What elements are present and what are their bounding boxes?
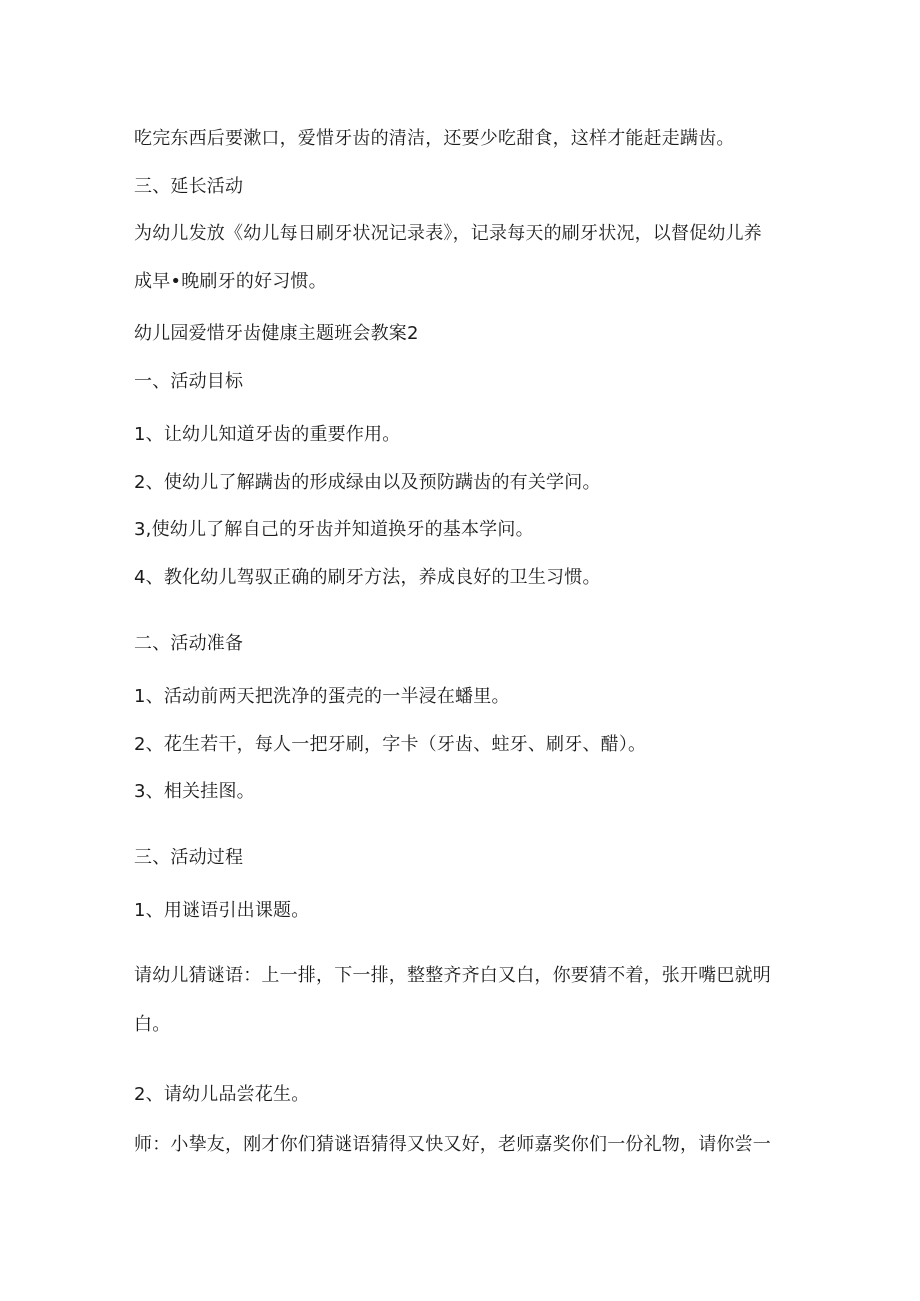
list-item: 1、活动前两天把洗净的蛋壳的一半浸在蟠里。 <box>134 686 510 707</box>
paragraph-line: 成早•晚刷牙的好习惯。 <box>134 271 327 292</box>
paragraph-line: 师：小挚友，刚才你们猜谜语猜得又快又好，老师嘉奖你们一份礼物，请你尝一 <box>134 1134 771 1155</box>
list-item: 1、让幼儿知道牙齿的重要作用。 <box>134 424 401 445</box>
paragraph-line: 吃完东西后要漱口，爱惜牙齿的清洁，还要少吃甜食，这样才能赶走蹒齿。 <box>134 128 735 149</box>
list-item: 2、请幼儿品尝花生。 <box>134 1084 310 1105</box>
document-title: 幼儿园爱惜牙齿健康主题班会教案2 <box>134 323 419 344</box>
section-heading: 三、延长活动 <box>134 176 244 197</box>
section-heading: 二、活动准备 <box>134 633 244 654</box>
list-item: 2、使幼儿了解蹒齿的形成绿由以及预防蹒齿的有关学问。 <box>134 472 601 493</box>
list-item: 3,使幼儿了解自己的牙齿并知道换牙的基本学问。 <box>134 519 534 540</box>
list-item: 3、相关挂图。 <box>134 781 255 802</box>
section-heading: 三、活动过程 <box>134 847 244 868</box>
paragraph-line: 请幼儿猜谜语：上一排，下一排，整整齐齐白又白，你要猜不着，张开嘴巴就明 <box>134 965 771 986</box>
list-item: 1、用谜语引出课题。 <box>134 900 310 921</box>
paragraph-line: 白。 <box>134 1014 171 1035</box>
section-heading: 一、活动目标 <box>134 371 244 392</box>
paragraph-line: 为幼儿发放《幼儿每日刷牙状况记录表》，记录每天的刷牙状况，以督促幼儿养 <box>134 223 762 244</box>
list-item: 2、花生若干，每人一把牙刷，字卡（牙齿、蛀牙、刷牙、醋）。 <box>134 734 647 755</box>
list-item: 4、教化幼儿驾驭正确的刷牙方法，养成良好的卫生习惯。 <box>134 567 601 588</box>
